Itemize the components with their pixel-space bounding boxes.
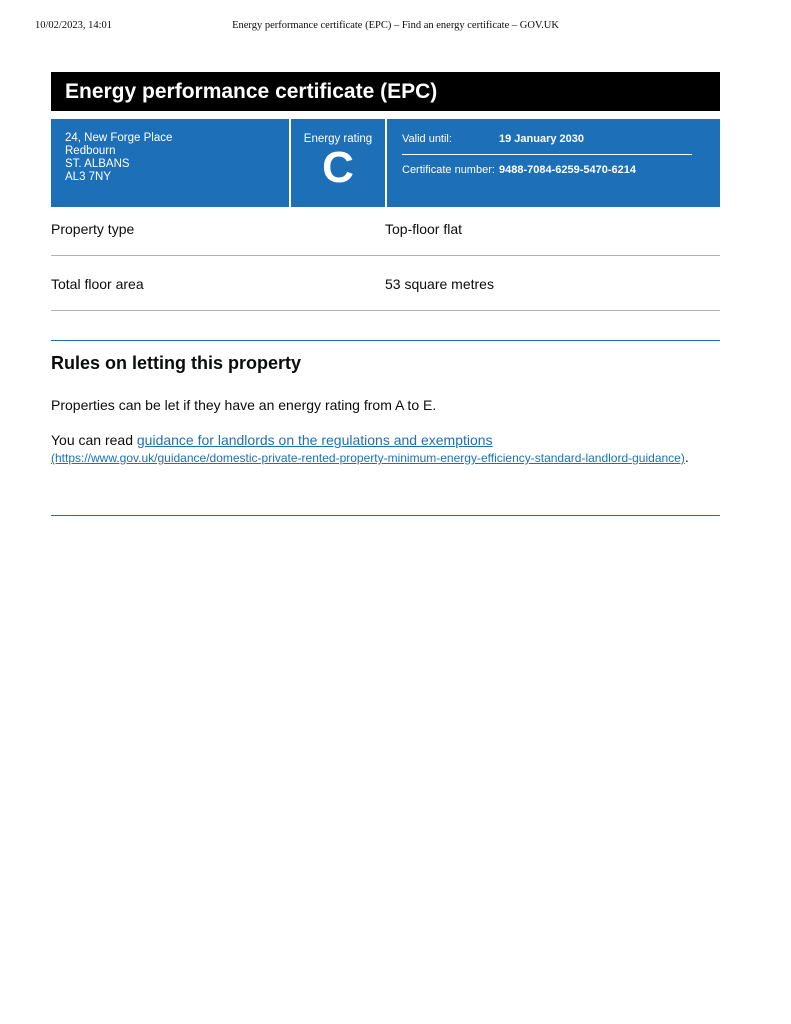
print-page-title: Energy performance certificate (EPC) – Find an energy certificate – GOV.UK xyxy=(232,20,559,31)
certificate-number-label: Certificate number: xyxy=(402,164,495,176)
guidance-suffix: . xyxy=(684,449,689,465)
energy-rating-label: Energy rating xyxy=(303,133,373,145)
section-divider-top xyxy=(51,340,720,341)
address-postcode: AL3 7NY xyxy=(65,171,112,183)
print-datetime: 10/02/2023, 14:01 xyxy=(35,20,113,31)
address-line-3: ST. ALBANS xyxy=(65,158,130,170)
guidance-link[interactable]: guidance for landlords on the regulations and exemptions xyxy=(136,432,493,448)
energy-rating-letter: C xyxy=(322,143,354,192)
address-line-1: 24, New Forge Place xyxy=(65,132,173,144)
valid-until-label: Valid until: xyxy=(402,133,452,145)
property-type-row xyxy=(51,207,720,256)
guidance-prefix: You can read xyxy=(51,432,137,448)
certificate-number-row xyxy=(402,164,637,176)
property-type-value: Top-floor flat xyxy=(385,221,463,237)
valid-until-row xyxy=(402,133,585,145)
energy-rating-block xyxy=(291,119,385,207)
print-header xyxy=(0,20,791,34)
page-title: Energy performance certificate (EPC) xyxy=(51,72,720,111)
address-line-2: Redbourn xyxy=(65,145,116,157)
valid-until-value: 19 January 2030 xyxy=(499,133,585,145)
address-block xyxy=(51,119,289,207)
letting-rules-paragraph: Properties can be let if they have an energy rating from A to E. xyxy=(51,397,437,413)
letting-rules-heading: Rules on letting this property xyxy=(51,353,302,373)
section-divider-bottom xyxy=(51,515,720,516)
property-type-label: Property type xyxy=(51,221,135,237)
certificate-summary xyxy=(51,119,720,207)
floor-area-row xyxy=(51,256,720,311)
guidance-url[interactable]: (https://www.gov.uk/guidance/domestic-private-rented-property-minimum-energy-efficiency-standard-landlord-guidance) xyxy=(51,451,685,465)
floor-area-value: 53 square metres xyxy=(385,276,494,292)
property-summary-list xyxy=(51,207,720,311)
guidance-paragraph xyxy=(51,432,691,466)
floor-area-label: Total floor area xyxy=(51,276,144,292)
certificate-number-value: 9488-7084-6259-5470-6214 xyxy=(499,164,637,176)
details-divider xyxy=(402,154,692,155)
certificate-details xyxy=(387,119,720,207)
